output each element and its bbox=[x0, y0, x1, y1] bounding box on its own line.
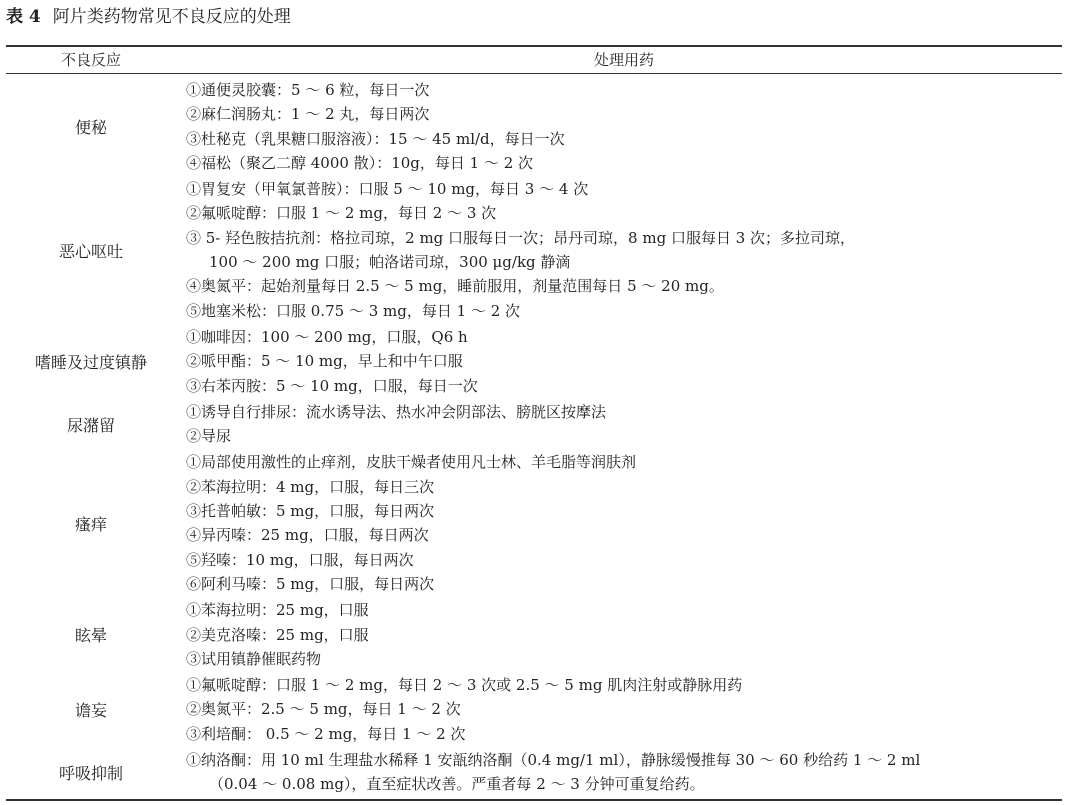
table-number: 表 4 bbox=[6, 7, 41, 27]
treatment-cell bbox=[176, 598, 1062, 671]
reaction-cell: 眩晕 bbox=[74, 626, 107, 646]
table-row bbox=[6, 450, 1062, 596]
treatment-line: ④奥氮平：起始剂量每日 2.5 ～ 5 mg，睡前服用，剂量范围每日 5 ～ 20 mg。 bbox=[186, 277, 724, 296]
table-caption bbox=[6, 6, 291, 28]
treatment-cell bbox=[176, 450, 1062, 596]
treatment-line: ①苯海拉明：25 mg，口服 bbox=[186, 601, 369, 620]
treatment-line: ⑤羟嗪：10 mg，口服，每日两次 bbox=[186, 550, 414, 569]
bottom-rule bbox=[6, 799, 1062, 801]
reaction-cell: 恶心呕吐 bbox=[58, 241, 123, 261]
treatment-cell bbox=[176, 400, 1062, 449]
treatment-line: ④福松（聚乙二醇 4000 散）：10g，每日 1 ～ 2 次 bbox=[186, 153, 534, 172]
treatment-line: ③杜秘克（乳果糖口服溶液）：15 ～ 45 ml/d，每日一次 bbox=[186, 129, 565, 148]
treatment-line: ①通便灵胶囊：5 ～ 6 粒，每日一次 bbox=[186, 81, 430, 99]
treatment-line: ④异丙嗪：25 mg，口服，每日两次 bbox=[186, 526, 429, 545]
treatment-cell bbox=[176, 748, 1062, 797]
treatment-line: ②美克洛嗪：25 mg，口服 bbox=[186, 625, 369, 644]
treatment-cell bbox=[176, 78, 1062, 175]
treatment-line: ⑥阿利马嗪：5 mg，口服，每日两次 bbox=[186, 574, 435, 593]
reaction-cell: 瘙痒 bbox=[74, 514, 107, 534]
treatment-line: ③ 5- 羟色胺拮抗剂：格拉司琼，2 mg 口服每日一次；昂丹司琼，8 mg 口服每日 3 次；多拉司琼， bbox=[186, 228, 856, 247]
treatment-line: ②导尿 bbox=[186, 427, 232, 446]
treatment-line: ③利培酮： 0.5 ～ 2 mg，每日 1 ～ 2 次 bbox=[186, 724, 466, 743]
table-row bbox=[6, 177, 1062, 323]
treatment-line: ③右苯丙胺：5 ～ 10 mg，口服，每日一次 bbox=[186, 376, 478, 395]
reaction-cell: 嗜睡及过度镇静 bbox=[34, 352, 147, 372]
table-row bbox=[6, 673, 1062, 746]
treatment-cell bbox=[176, 325, 1062, 398]
header-reaction: 不良反应 bbox=[60, 51, 121, 69]
treatment-line: ②麻仁润肠丸：1 ～ 2 丸，每日两次 bbox=[186, 105, 430, 124]
treatment-line: ②氟哌啶醇：口服 1 ～ 2 mg，每日 2 ～ 3 次 bbox=[186, 204, 497, 223]
treatment-line: （0.04 ～ 0.08 mg），直至症状改善。严重者每 2 ～ 3 分钟可重复给药。 bbox=[209, 775, 705, 794]
treatment-line: ⑤地塞米松：口服 0.75 ～ 3 mg，每日 1 ～ 2 次 bbox=[186, 301, 521, 320]
table-row bbox=[6, 325, 1062, 398]
table-row bbox=[6, 78, 1062, 175]
table-title: 阿片类药物常见不良反应的处理 bbox=[52, 7, 291, 27]
reaction-cell: 谵妄 bbox=[74, 701, 107, 721]
treatment-line: ②哌甲酯：5 ～ 10 mg，早上和中午口服 bbox=[186, 352, 463, 371]
treatment-line: ①胃复安（甲氧氯普胺）：口服 5 ～ 10 mg，每日 3 ～ 4 次 bbox=[186, 180, 589, 199]
reaction-cell: 便秘 bbox=[74, 118, 107, 138]
treatment-line: ①咖啡因：100 ～ 200 mg，口服，Q6 h bbox=[186, 327, 468, 346]
treatment-line: ②奥氮平：2.5 ～ 5 mg，每日 1 ～ 2 次 bbox=[186, 700, 461, 719]
reaction-cell: 呼吸抑制 bbox=[58, 763, 123, 783]
treatment-line: ②苯海拉明：4 mg，口服，每日三次 bbox=[186, 477, 435, 496]
treatment-line: ①氟哌啶醇：口服 1 ～ 2 mg，每日 2 ～ 3 次或 2.5 ～ 5 mg 肌肉注射或静脉用药 bbox=[186, 676, 743, 695]
treatment-cell bbox=[176, 673, 1062, 746]
treatment-line: ①诱导自行排尿：流水诱导法、热水冲会阴部法、膀胱区按摩法 bbox=[186, 402, 607, 421]
table-body bbox=[6, 78, 1062, 797]
treatment-line: ③试用镇静催眠药物 bbox=[186, 649, 322, 668]
treatment-line: ①局部使用激性的止痒剂，皮肤干燥者使用凡士林、羊毛脂等润肤剂 bbox=[186, 453, 637, 472]
table-row bbox=[6, 400, 1062, 449]
header-treatment: 处理用药 bbox=[593, 51, 654, 69]
treatment-line: ③托普帕敏：5 mg，口服，每日两次 bbox=[186, 502, 435, 521]
header-rule bbox=[6, 73, 1062, 74]
treatment-cell bbox=[176, 177, 1062, 323]
reaction-cell: 尿潴留 bbox=[66, 415, 115, 435]
table-row bbox=[6, 598, 1062, 671]
top-rule bbox=[6, 45, 1062, 47]
treatment-line: 100 ～ 200 mg 口服；帕洛诺司琼，300 μg/kg 静滴 bbox=[209, 253, 571, 272]
treatment-line: ①纳洛酮：用 10 ml 生理盐水稀释 1 安瓿纳洛酮（0.4 mg/1 ml），静脉缓慢推每 30 ～ 60 秒给药 1 ～ 2 ml bbox=[186, 751, 921, 770]
table-row bbox=[6, 748, 1062, 797]
